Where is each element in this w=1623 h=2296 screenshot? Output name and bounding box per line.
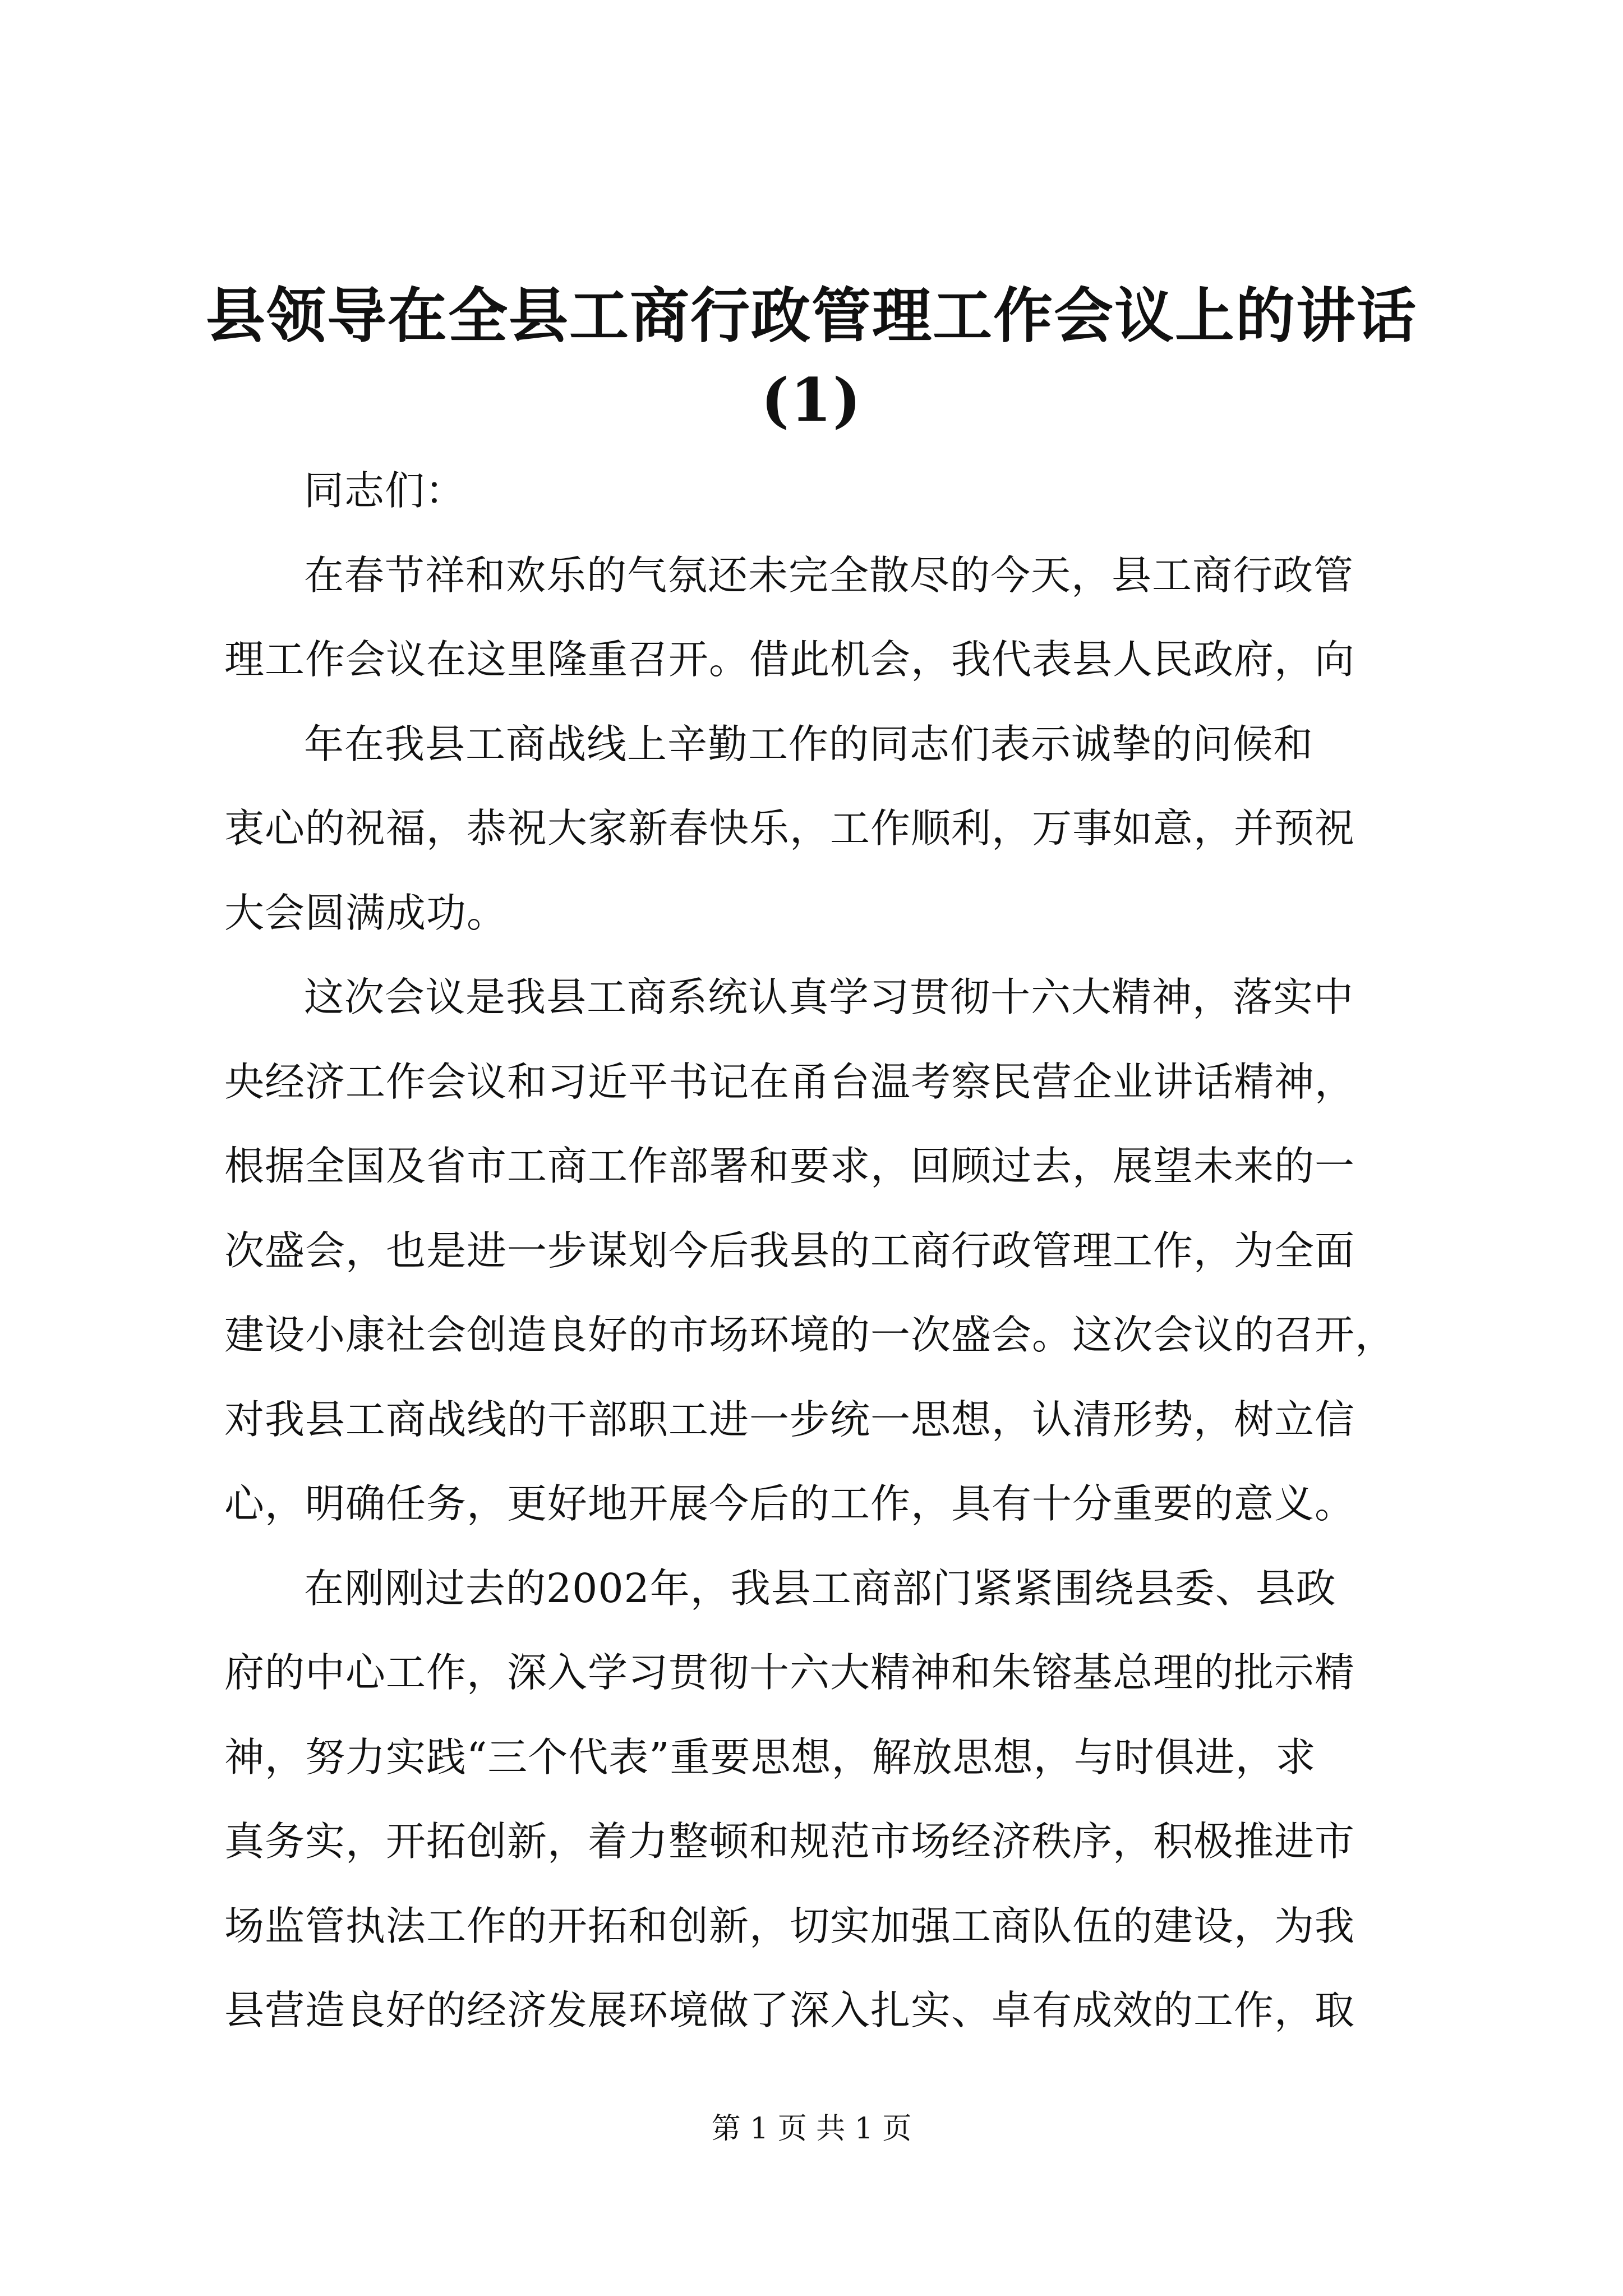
body-line: 衷心的祝福，恭祝大家新春快乐，工作顺利，万事如意，并预祝 [224,805,1355,852]
page-number-footer: 第 1 页 共 1 页 [711,2112,912,2146]
body-line: 县营造良好的经济发展环境做了深入扎实、卓有成效的工作，取 [224,1987,1355,2033]
body-line: 大会圆满成功。 [224,889,508,936]
body-line: 次盛会，也是进一步谋划今后我县的工商行政管理工作，为全面 [224,1227,1355,1274]
body-line: 这次会议是我县工商系统认真学习贯彻十六大精神，落实中 [304,974,1354,1020]
body-line: 央经济工作会议和习近平书记在甬台温考察民营企业讲话精神， [224,1058,1355,1105]
title-line-2: (1) [760,365,863,435]
body-line: 神，努力实践“三个代表”重要思想，解放思想，与时俱进，求 [224,1733,1316,1780]
body-line: 理工作会议在这里隆重召开。借此机会，我代表县人民政府，向 [224,636,1355,683]
body-line: 建设小康社会创造良好的市场环境的一次盛会。这次会议的召开， [224,1312,1396,1358]
body-line: 年在我县工商战线上辛勤工作的同志们表示诚挚的问候和 [304,720,1314,767]
body-line: 真务实，开拓创新，着力整顿和规范市场经济秩序，积极推进市 [224,1818,1355,1865]
document-body [224,449,1430,2053]
body-line: 根据全国及省市工商工作部署和要求，回顾过去，展望未来的一 [224,1143,1355,1189]
body-line: 对我县工商战线的干部职工进一步统一思想，认清形势，树立信 [224,1396,1355,1443]
title-line-1: 县领导在全县工商行政管理工作会议上的讲话 [206,280,1417,351]
document-title [191,274,1432,442]
salutation: 同志们： [304,467,466,514]
body-line: 场监管执法工作的开拓和创新，切实加强工商队伍的建设，为我 [224,1902,1355,1949]
body-line: 在春节祥和欢乐的气氛还未完全散尽的今天，县工商行政管 [304,551,1354,599]
body-line: 府的中心工作，深入学习贯彻十六大精神和朱镕基总理的批示精 [224,1649,1355,1696]
body-line: 在刚刚过去的2002年，我县工商部门紧紧围绕县委、县政 [304,1565,1336,1612]
body-line: 心，明确任务，更好地开展今后的工作，具有十分重要的意义。 [224,1480,1355,1527]
